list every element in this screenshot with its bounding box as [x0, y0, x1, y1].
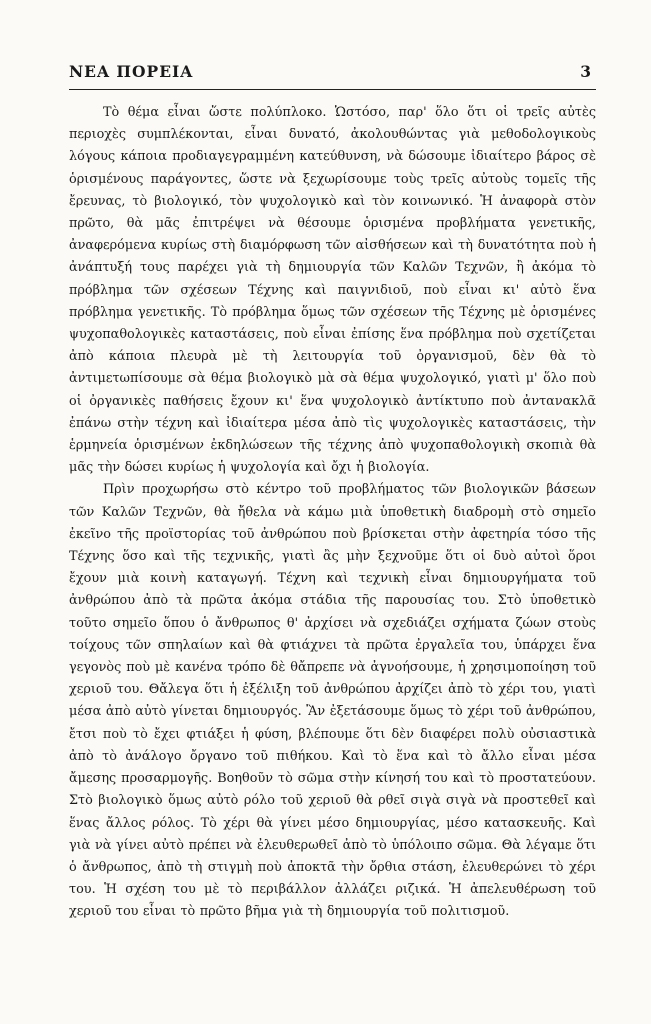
article-body — [69, 102, 596, 924]
header-rule — [69, 89, 596, 90]
running-header — [69, 62, 596, 81]
journal-title: ΝΕΑ ΠΟΡΕΙΑ — [69, 62, 194, 81]
page-number: 3 — [580, 62, 592, 81]
body-paragraph: Τὸ θέμα εἶναι ὥστε πολύπλοκο. Ὡστόσο, παρ' ὅλο ὅτι οἱ τρεῖς αὐτὲς περιοχὲς συμπλέκονται, εἶναι δυνατό, ἀκολουθώντας γιὰ μεθοδολογικοὺς λόγους κάποια προδιαγεγραμμένη κατεύθυνση, νὰ δώσουμε ἰδιαίτερο βάρος σὲ ὁρισμένους παράγοντες, ὥστε νὰ ξεχωρίσουμε τοὺς τρεῖς αὐτοὺς τομεῖς τῆς ἔρευνας, τὸ βιολογικό, τὸν ψυχολογικὸ καὶ τὸν κοινωνικό. Ἡ ἀναφορὰ στὸν πρῶτο, θὰ μᾶς ἐπιτρέψει νὰ θέσουμε ὁρισμένα προβλήματα γενετικῆς, ἀναφερόμενα κυρίως στὴ διαμόρφωση τῶν αἰσθήσεων καὶ τὴ δυνατότητα ποὺ ἡ ἀνάπτυξή τους παρέχει γιὰ τὴ δημιουργία τῶν Καλῶν Τεχνῶν, ἢ ἀκόμα τὸ πρόβλημα τῶν σχέσεων Τέχνης καὶ παιγνιδιοῦ, ποὺ εἶναι κι' αὐτὸ ἕνα πρόβλημα γενετικῆς. Τὸ πρόβλημα ὅμως τῶν σχέσεων τῆς Τέχνης μὲ ὁρισμένες ψυχοπαθολογικὲς καταστάσεις, ποὺ εἶναι ἐπίσης ἕνα πρόβλημα ποὺ σχετίζεται ἀπὸ κάποια πλευρὰ μὲ τὴ λειτουργία τοῦ ὀργανισμοῦ, δὲν θὰ τὸ ἀντιμετωπίσουμε σὰ θέμα βιολογικὸ μὰ σὰ θέμα ψυχολογικό, γιατὶ μ' ὅλο ποὺ οἱ ὀργανικὲς παθήσεις ἔχουν κι' ἕνα ψυχολογικὸ ἀντίκτυπο ποὺ ἀντανακλᾶ ἐπάνω στὴν τέχνη καὶ ἰδιαίτερα μέσα ἀπὸ τὶς ψυχολογικὲς καταστάσεις, τὴν ἑρμηνεία ὁρισμένων ἐκδηλώσεων τῆς τέχνης ἀπὸ ψυχοπαθολογικὴ σκοπιὰ θὰ μᾶς τὴν δώσει κυρίως ἡ ψυχολογία καὶ ὄχι ἡ βιολογία. — [69, 105, 596, 476]
body-paragraph: Πρὶν προχωρήσω στὸ κέντρο τοῦ προβλήματος τῶν βιολογικῶν βάσεων τῶν Καλῶν Τεχνῶν, θὰ ἤθελα νὰ κάμω μιὰ ὑποθετικὴ διαδρομὴ στὸ σημεῖο ἐκεῖνο τῆς προϊστορίας τοῦ ἀνθρώπου ποὺ βρίσκεται στὴν ἀφετηρία τόσο τῆς Τέχνης ὅσο καὶ τῆς τεχνικῆς, γιατὶ ἂς μὴν ξεχνοῦμε ὅτι οἱ δυὸ αὐτοὶ ὅροι ἔχουν μιὰ κοινὴ καταγωγή. Τέχνη καὶ τεχνικὴ εἶναι δημιουργήματα τοῦ ἀνθρώπου ἀπὸ τὰ πρῶτα ἀκόμα στάδια τῆς παρουσίας του. Στὸ ὑποθετικὸ τοῦτο σημεῖο ὅπου ὁ ἄνθρωπος θ' ἀρχίσει νὰ σχεδιάζει σχήματα ζώων στοὺς τοίχους τῶν σπηλαίων καὶ θὰ φτιάχνει τὰ πρῶτα ἐργαλεῖα του, ὑπάρχει ἕνα γεγονὸς ποὺ μὲ κανένα τρόπο δὲ θἄπρεπε νὰ ἀγνοήσουμε, ἡ χρησιμοποίηση τοῦ χεριοῦ του. Θἄλεγα ὅτι ἡ ἐξέλιξη τοῦ ἀνθρώπου ἀρχίζει ἀπὸ τὸ χέρι του, γιατὶ μέσα ἀπὸ αὐτὸ γίνεται δημιουργός. Ἂν ἐξετάσουμε ὅμως τὸ χέρι τοῦ ἀνθρώπου, ἔτσι ποὺ τὸ ἔχει φτιάξει ἡ φύση, βλέπουμε ὅτι δὲν διαφέρει πολὺ οὐσιαστικὰ ἀπὸ τὸ ἀνάλογο ὄργανο τοῦ πιθήκου. Καὶ τὸ ἕνα καὶ τὸ ἄλλο εἶναι μέσα ἄμεσης προσαρμογῆς. Βοηθοῦν τὸ σῶμα στὴν κίνησή του καὶ τὸ προστατεύουν. Στὸ βιολογικὸ ὅμως αὐτὸ ρόλο τοῦ χεριοῦ θὰ ρθεῖ σιγὰ σιγὰ νὰ προστεθεῖ καὶ ἕνας ἄλλος ρόλος. Τὸ χέρι θὰ γίνει μέσο δημιουργίας, μέσο κατασκευῆς. Καὶ γιὰ νὰ γίνει αὐτὸ πρέπει νὰ ἐλευθερωθεῖ ἀπὸ τὸ ὑπόλοιπο σῶμα. Θὰ λέγαμε ὅτι ὁ ἄνθρωπος, ἀπὸ τὴ στιγμὴ ποὺ ἀποκτᾶ τὴν ὄρθια στάση, ἐλευθερώνει τὸ χέρι του. Ἡ σχέση του μὲ τὸ περιβάλλον ἀλλάζει ριζικά. Ἡ ἀπελευθέρωση τοῦ χεριοῦ του εἶναι τὸ πρῶτο βῆμα γιὰ τὴ δημιουργία τοῦ πολιτισμοῦ. — [69, 482, 596, 920]
